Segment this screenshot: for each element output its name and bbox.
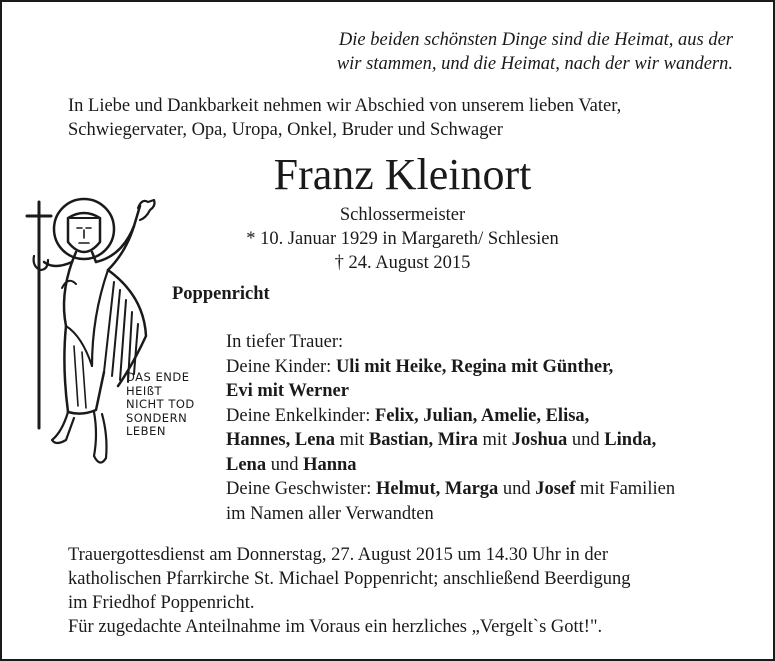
motto-line: NICHT TOD xyxy=(126,397,195,411)
grandchildren-line-2 xyxy=(226,428,675,453)
mourning-heading: In tiefer Trauer: xyxy=(226,332,344,352)
siblings-label: Deine Geschwister: xyxy=(226,479,372,499)
quote-line: Die beiden schönsten Dinge sind die Heimat, aus der xyxy=(338,30,733,50)
grandchildren-line xyxy=(226,404,675,429)
service-line: im Friedhof Poppenricht. xyxy=(68,593,255,613)
motto-line: LEBEN xyxy=(126,424,166,438)
children-names: Evi mit Werner xyxy=(226,381,349,401)
connector-text: und xyxy=(502,479,531,499)
service-line: Trauergottesdienst am Donnerstag, 27. August 2015 um 14.30 Uhr in der xyxy=(68,545,609,565)
intro-text xyxy=(68,94,621,142)
birth-date: * 10. Januar 1929 in Margareth/ Schlesien xyxy=(246,229,559,249)
grandchildren-names: Bastian, Mira xyxy=(368,430,478,450)
grandchildren-names: Linda, xyxy=(604,430,657,450)
grandchildren-label: Deine Enkelkinder: xyxy=(226,405,371,426)
intro-line: Schwiegervater, Opa, Uropa, Onkel, Bruder und Schwager xyxy=(68,120,503,140)
grandchildren-names: Lena xyxy=(226,454,267,475)
motto-line: HEIßT xyxy=(126,383,163,398)
deceased-name: Franz Kleinort xyxy=(273,150,532,199)
siblings-line xyxy=(226,477,675,502)
motto xyxy=(126,371,195,439)
profession: Schlossermeister xyxy=(339,205,466,225)
mourners-list xyxy=(226,330,675,526)
children-line-2 xyxy=(226,379,675,404)
sibling-names: Helmut, Marga xyxy=(376,479,499,499)
quote xyxy=(337,28,733,76)
grandchildren-names: Felix, Julian, Amelie, Elisa, xyxy=(374,405,590,426)
closing-line: im Namen aller Verwandten xyxy=(226,503,434,524)
sibling-names: Josef xyxy=(535,479,576,499)
connector-text: mit Familien xyxy=(580,479,676,499)
connector-text: mit xyxy=(339,430,365,450)
connector-text: mit xyxy=(482,430,508,450)
service-info xyxy=(68,543,631,639)
children-names: Uli mit Heike, Regina mit Günther, xyxy=(335,356,614,377)
death-date: † 24. August 2015 xyxy=(334,253,471,273)
quote-line: wir stammen, und die Heimat, nach der wir wandern. xyxy=(336,54,733,74)
grandchildren-line-3 xyxy=(226,453,675,478)
motto-line: SONDERN xyxy=(126,410,188,425)
grandchildren-names: Hannes, Lena xyxy=(226,430,335,450)
children-line xyxy=(226,355,675,380)
service-line: katholischen Pfarrkirche St. Michael Poppenricht; anschließend Beerdigung xyxy=(68,569,631,589)
grandchildren-names: Hanna xyxy=(303,454,357,475)
children-label: Deine Kinder: xyxy=(226,356,332,377)
motto-line: DAS ENDE xyxy=(126,370,190,384)
grandchildren-names: Joshua xyxy=(511,430,568,450)
connector-text: und xyxy=(270,454,299,475)
intro-line: In Liebe und Dankbarkeit nehmen wir Abschied von unserem lieben Vater, xyxy=(68,96,622,116)
thanks-line: Für zugedachte Anteilnahme im Voraus ein herzliches „Vergelt`s Gott!". xyxy=(68,617,603,637)
place-name: Poppenricht xyxy=(172,284,270,304)
connector-text: und xyxy=(571,430,600,450)
